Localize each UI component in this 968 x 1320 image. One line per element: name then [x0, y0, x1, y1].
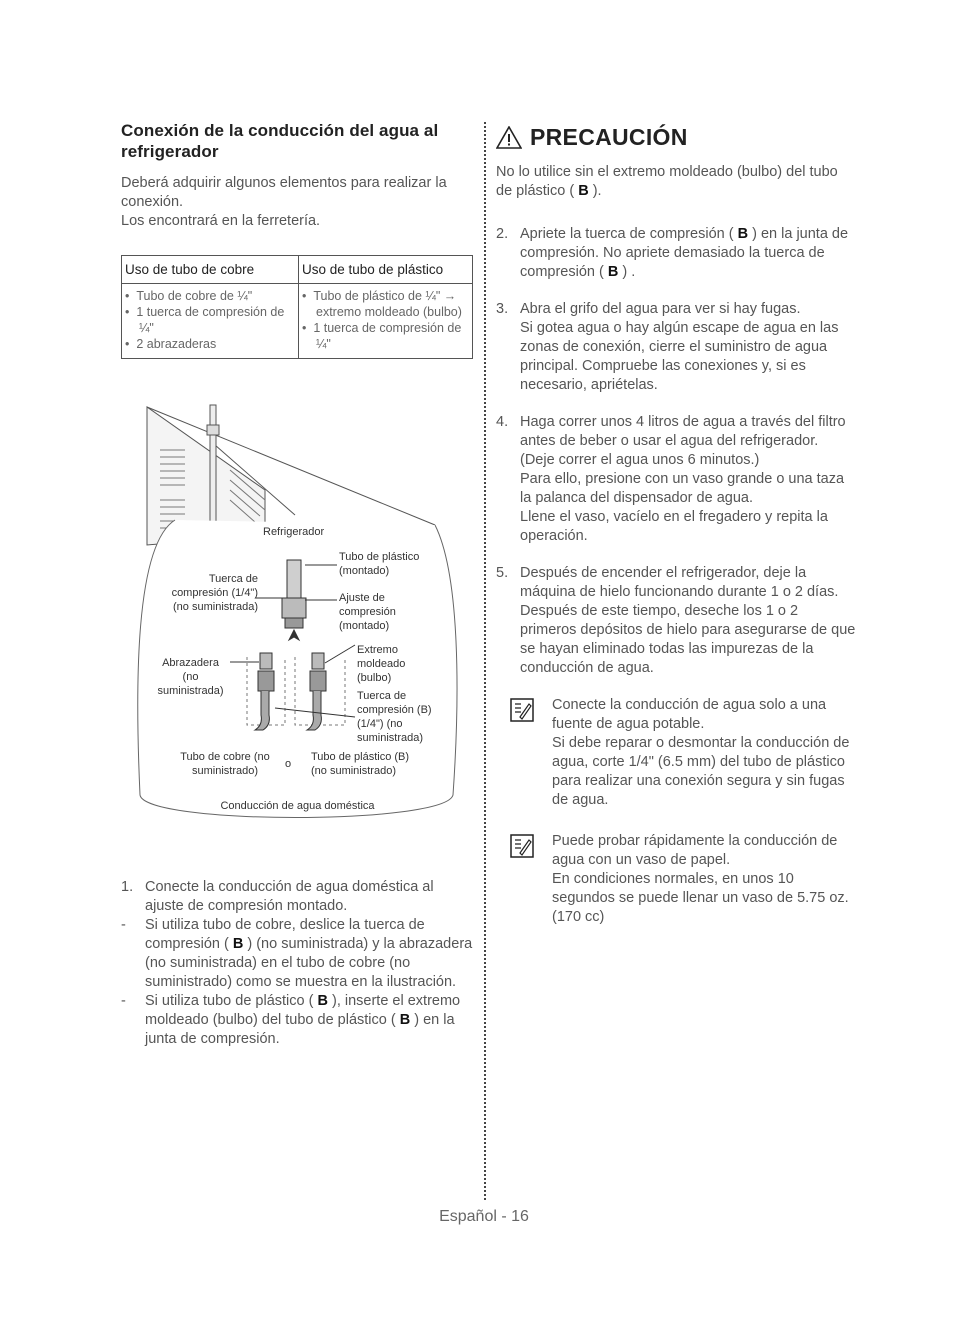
- intro-line: Los encontrará en la ferretería.: [121, 213, 321, 229]
- label-tubo-plastico-b: Tubo de plástico (B) (no suministrado): [311, 751, 410, 777]
- intro-text: [121, 174, 476, 231]
- step-plastic: - Si utiliza tubo de plástico ( B ), inserte el extremo moldeado (bulbo) del tubo de plástico ( B ) en la junta de compresión.: [121, 993, 461, 1047]
- label-tubo-plastico-montado: Tubo de plástico (montado): [339, 551, 420, 577]
- step-3: 3. Abra el grifo del agua para ver si hay fugas. Si gotea agua o hay algún escape de agua en las zonas de conexión, cierre el suministro de agua principal. Compruebe las conexiones y, si es necesario, apriételas.: [496, 301, 839, 393]
- note-icon: [510, 834, 534, 858]
- caution-heading: PRECAUCIÓN: [496, 124, 856, 151]
- left-column: [121, 120, 476, 359]
- label-ajuste-compresion: Ajuste de compresión (montado): [339, 592, 396, 632]
- label-tuerca-compresion: Tuerca de compresión (1/4") (no suministrada): [171, 573, 258, 613]
- requirements-table: [121, 255, 473, 359]
- note-2: Puede probar rápidamente la conducción de agua con un vaso de papel. En condiciones normales, en unos 10 segundos se puede llenar un vaso de 5.75 oz. (170 cc): [496, 832, 856, 927]
- table-header-plastic: Uso de tubo de plástico: [299, 256, 473, 284]
- label-tuerca-b: Tuerca de compresión (B) (1/4") (no suministrada): [357, 690, 432, 744]
- list-item: • Tubo de plástico de ¼" → extremo moldeado (bulbo): [302, 289, 462, 319]
- label-conduccion: Conducción de agua doméstica: [220, 800, 375, 812]
- list-item: • Tubo de cobre de ¼": [125, 289, 253, 303]
- left-steps: [121, 878, 476, 1049]
- table-header-copper: Uso de tubo de cobre: [122, 256, 299, 284]
- right-steps: [496, 225, 856, 678]
- note-icon: [510, 698, 534, 722]
- caution-text: No lo utilice sin el extremo moldeado (bulbo) del tubo de plástico ( B ).: [496, 164, 838, 199]
- step-5: 5. Después de encender el refrigerador, deje la máquina de hielo funcionando durante 1 o 2 días. Después de este tiempo, deseche los 1 o 2 primeros depósitos de hielo para asegurarse de que se hayan eliminado todas las impurezas de la conducción de agua.: [496, 565, 856, 676]
- column-divider: [484, 122, 486, 1200]
- page-footer: Español - 16: [439, 1208, 529, 1225]
- intro-line: Deberá adquirir algunos elementos para realizar la conexión.: [121, 175, 447, 210]
- label-abrazadera: Abrazadera (no suministrada): [157, 657, 224, 697]
- plastic-items: [299, 284, 473, 359]
- warning-icon: [496, 126, 522, 149]
- note-1: Conecte la conducción de agua solo a una fuente de agua potable. Si debe reparar o desmontar la conducción de agua, corte 1/4" (6.5 mm) del tubo de plástico para realizar una conexión segura y sin fugas de agua.: [496, 696, 856, 810]
- step-4: 4. Haga correr unos 4 litros de agua a través del filtro antes de beber o usar el agua del refrigerador. (Deje correr el agua unos 6 minutos.) Para ello, presione con un vaso grande o una taza la palanca del dispensador de agua. Llene el vaso, vacíelo en el fregadero y repita la operación.: [496, 414, 846, 544]
- step-copper: - Si utiliza tubo de cobre, deslice la tuerca de compresión ( B ) (no suministrada) y la abrazadera (no suministrada) en el tubo de cobre (no suministrado) como se muestra en la ilustración.: [121, 917, 473, 990]
- label-extremo-moldeado: Extremo moldeado (bulbo): [357, 644, 406, 684]
- list-item: • 2 abrazaderas: [125, 337, 217, 351]
- label-o: o: [285, 758, 292, 770]
- copper-items: [122, 284, 299, 359]
- label-refrigerador: Refrigerador: [263, 526, 325, 538]
- list-item: • 1 tuerca de compresión de ¼": [125, 305, 285, 335]
- right-column: [496, 124, 856, 927]
- water-connection-diagram: [135, 395, 460, 830]
- step-1: 1. Conecte la conducción de agua doméstica al ajuste de compresión montado.: [121, 879, 434, 914]
- section-heading: Conexión de la conducción del agua al refrigerador: [121, 121, 439, 161]
- list-item: • 1 tuerca de compresión de ¼": [302, 321, 462, 351]
- label-tubo-cobre: Tubo de cobre (no suministrado): [180, 751, 270, 777]
- step-2: 2. Apriete la tuerca de compresión ( B ) en la junta de compresión. No apriete demasiado la tuerca de compresión ( B ) .: [496, 226, 849, 280]
